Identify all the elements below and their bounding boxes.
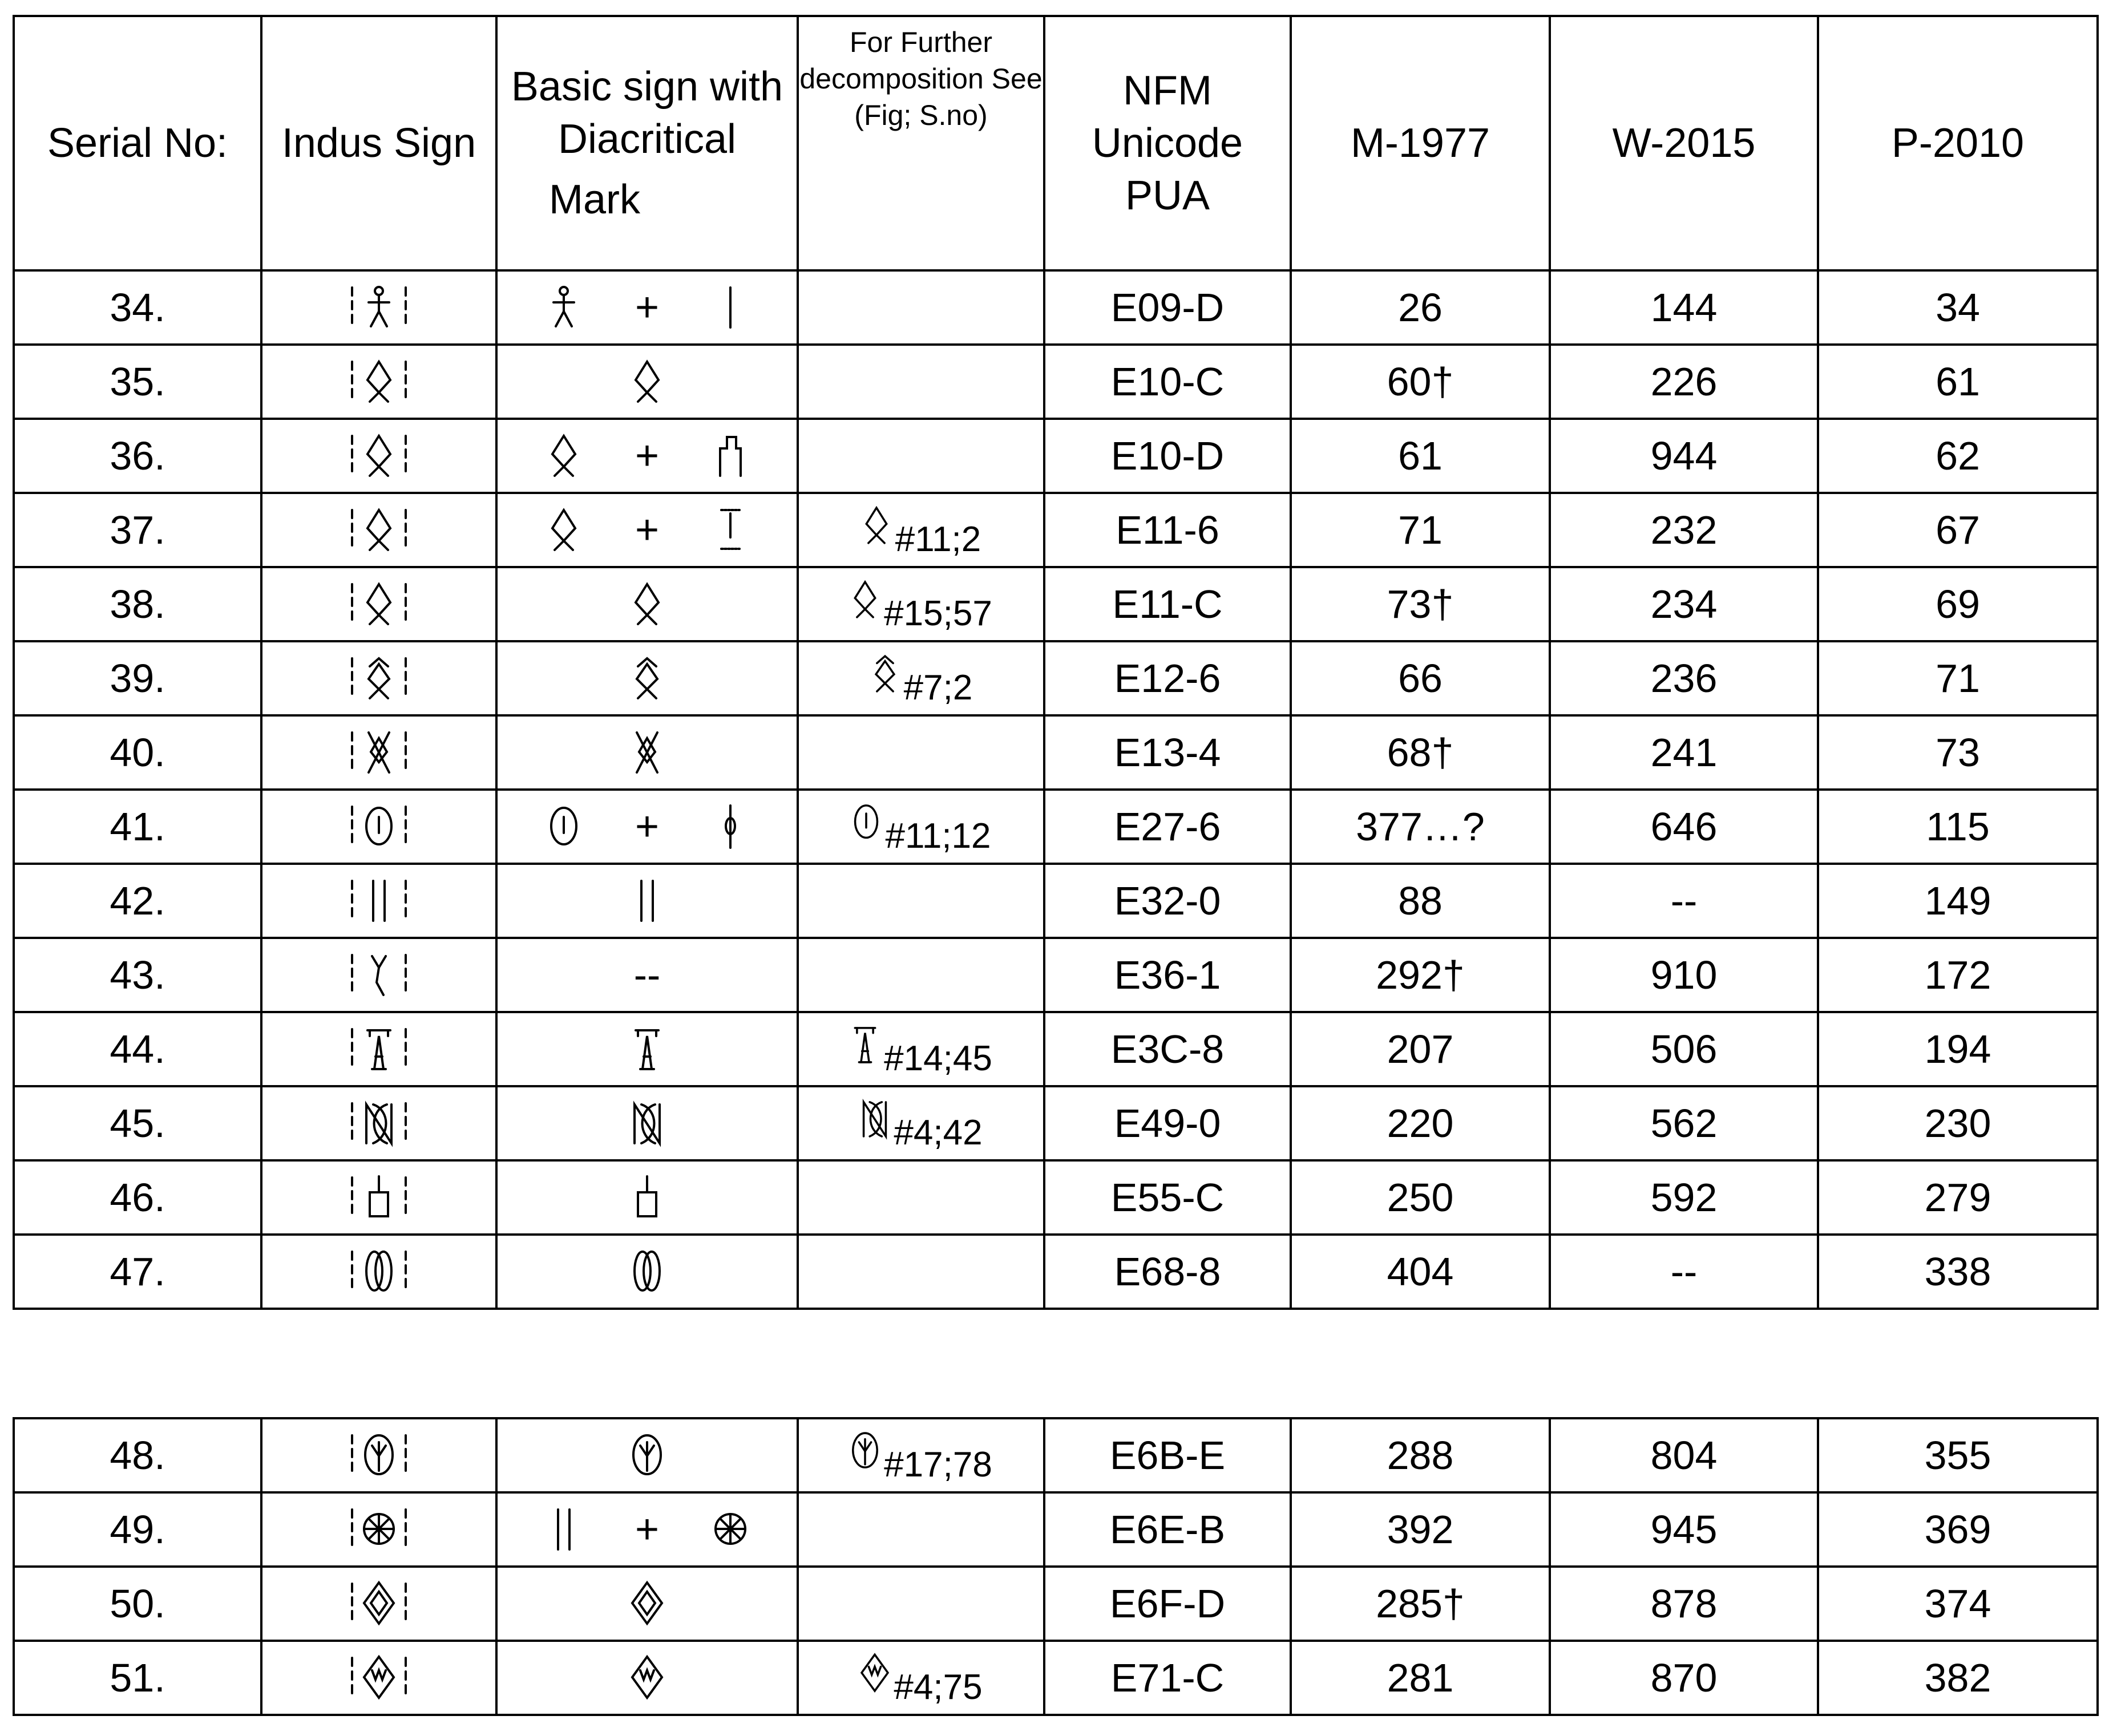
serial-cell: 37.: [14, 493, 261, 567]
w2015-cell: 878: [1550, 1567, 1818, 1641]
nfm-pua-cell: E13-4: [1044, 715, 1291, 790]
indus-sign-cell: [261, 938, 496, 1012]
fish-sign-indus-icon: [348, 356, 410, 407]
m1977-cell: 250: [1291, 1160, 1550, 1235]
table-row: [14, 641, 2098, 715]
double-stroke-icon: [547, 1505, 581, 1554]
tower-sign-icon: [630, 1025, 664, 1074]
nfm-pua-cell: E6F-D: [1044, 1567, 1291, 1641]
man-sign-icon: [547, 283, 581, 332]
p2010-cell: 67: [1818, 493, 2098, 567]
further-cell: [798, 493, 1044, 567]
table-body-2: [14, 1418, 2098, 1715]
nfm-pua-cell: E36-1: [1044, 938, 1291, 1012]
wheel-sign-indus-icon: [348, 1504, 410, 1555]
serial-cell: 40.: [14, 715, 261, 790]
table-body-1: [14, 270, 2098, 1309]
m1977-cell: 73†: [1291, 567, 1550, 641]
further-cell: [798, 1086, 1044, 1160]
fish-roof-sign-indus-icon: [348, 653, 410, 704]
crossed-sign-icon: [630, 1099, 664, 1148]
diamond-v-sign-indus-icon: [348, 1652, 410, 1703]
diamond-sign-indus-icon: [348, 1578, 410, 1629]
table-row: [14, 790, 2098, 864]
table-row: [14, 1160, 2098, 1235]
m1977-cell: 207: [1291, 1012, 1550, 1086]
serial-cell: 38.: [14, 567, 261, 641]
fish-sign-icon: [547, 505, 581, 555]
p2010-cell: 71: [1818, 641, 2098, 715]
w2015-cell: 241: [1550, 715, 1818, 790]
basic-sign-cell: [496, 790, 798, 864]
p2010-cell: 69: [1818, 567, 2098, 641]
indus-sign-cell: [261, 641, 496, 715]
diamond-v-sign-icon: [630, 1653, 664, 1702]
table-row: [14, 1492, 2098, 1567]
oval-sign-icon: [547, 802, 581, 851]
header-row: [14, 16, 2098, 270]
indus-sign-cell: [261, 419, 496, 493]
fish-sign-indus-icon: [348, 430, 410, 481]
table-row: [14, 270, 2098, 345]
further-ref: #4;75: [894, 1668, 983, 1707]
w2015-cell: 226: [1550, 345, 1818, 419]
m1977-cell: 68†: [1291, 715, 1550, 790]
fish-sign-icon: [547, 431, 581, 480]
indus-sign-cell: [261, 1086, 496, 1160]
serial-cell: 45.: [14, 1086, 261, 1160]
m1977-cell: 60†: [1291, 345, 1550, 419]
table-row: [14, 419, 2098, 493]
dotted-stroke-icon: [713, 505, 748, 555]
m1977-cell: 220: [1291, 1086, 1550, 1160]
nfm-pua-cell: E71-C: [1044, 1641, 1291, 1715]
further-ref: #4;42: [894, 1113, 983, 1152]
x-fish-sign-indus-icon: [348, 727, 410, 778]
double-oval-sign-icon: [630, 1247, 664, 1296]
crossed-sign-indus-icon: [348, 1098, 410, 1149]
nfm-pua-cell: E11-6: [1044, 493, 1291, 567]
header-further: For Further decomposition See (Fig; S.no): [798, 16, 1044, 270]
further-cell: [798, 1012, 1044, 1086]
serial-cell: 51.: [14, 1641, 261, 1715]
serial-cell: 35.: [14, 345, 261, 419]
m1977-cell: 377…?: [1291, 790, 1550, 864]
table-row: [14, 345, 2098, 419]
nfm-pua-cell: E27-6: [1044, 790, 1291, 864]
further-cell: [798, 1641, 1044, 1715]
stroke-icon: [713, 283, 748, 332]
nfm-pua-cell: E10-D: [1044, 419, 1291, 493]
further-ref: #7;2: [903, 668, 973, 707]
plus-sign: +: [635, 285, 660, 330]
p2010-cell: 194: [1818, 1012, 2098, 1086]
basic-sign-cell: [496, 1641, 798, 1715]
oval-sign-indus-icon: [348, 801, 410, 852]
indus-sign-cell: [261, 345, 496, 419]
basic-sign-cell: [496, 1567, 798, 1641]
sign-table-1: [13, 15, 2099, 1310]
further-cell: [798, 1567, 1044, 1641]
m1977-cell: 88: [1291, 864, 1550, 938]
basic-sign-cell: [496, 270, 798, 345]
w2015-cell: 870: [1550, 1641, 1818, 1715]
p2010-cell: 73: [1818, 715, 2098, 790]
basic-sign-cell: [496, 864, 798, 938]
table-row: [14, 567, 2098, 641]
w2015-cell: 804: [1550, 1418, 1818, 1492]
nfm-pua-cell: E32-0: [1044, 864, 1291, 938]
fish-sign-indus-icon: [348, 504, 410, 556]
m1977-cell: 71: [1291, 493, 1550, 567]
serial-cell: 41.: [14, 790, 261, 864]
oval-sign-icon: [851, 800, 882, 844]
m1977-cell: 392: [1291, 1492, 1550, 1567]
further-cell: [798, 1235, 1044, 1309]
crossed-sign-icon: [859, 1097, 890, 1140]
indus-sign-cell: [261, 1492, 496, 1567]
double-stroke-indus-icon: [348, 875, 410, 926]
further-ref: #14;45: [884, 1039, 992, 1078]
basic-sign-cell: [496, 345, 798, 419]
box-sign-icon: [630, 1173, 664, 1222]
arrow-stroke-icon: [713, 802, 748, 851]
basic-sign-cell: [496, 419, 798, 493]
w2015-cell: 144: [1550, 270, 1818, 345]
fish-sign-icon: [850, 578, 880, 621]
w2015-cell: 592: [1550, 1160, 1818, 1235]
w2015-cell: 910: [1550, 938, 1818, 1012]
further-ref: #17;78: [884, 1445, 992, 1484]
p2010-cell: 61: [1818, 345, 2098, 419]
further-cell: [798, 790, 1044, 864]
p2010-cell: 374: [1818, 1567, 2098, 1641]
fish-roof-sign-icon: [630, 654, 664, 703]
plus-sign: +: [635, 804, 660, 849]
nfm-pua-cell: E09-D: [1044, 270, 1291, 345]
further-ref: #11;2: [895, 520, 981, 559]
double-stroke-icon: [630, 876, 664, 925]
table-row: [14, 1086, 2098, 1160]
serial-cell: 34.: [14, 270, 261, 345]
nfm-pua-cell: E68-8: [1044, 1235, 1291, 1309]
m1977-cell: 285†: [1291, 1567, 1550, 1641]
diamond-v-sign-icon: [859, 1652, 890, 1695]
p2010-cell: 230: [1818, 1086, 2098, 1160]
nfm-pua-cell: E12-6: [1044, 641, 1291, 715]
p2010-cell: 115: [1818, 790, 2098, 864]
nfm-pua-cell: E6E-B: [1044, 1492, 1291, 1567]
p2010-cell: 382: [1818, 1641, 2098, 1715]
nfm-pua-cell: E10-C: [1044, 345, 1291, 419]
basic-sign-cell: [496, 493, 798, 567]
fish-sign-indus-icon: [348, 578, 410, 630]
p2010-cell: 34: [1818, 270, 2098, 345]
header-indus-sign: Indus Sign: [261, 16, 496, 270]
m1977-cell: 404: [1291, 1235, 1550, 1309]
nfm-pua-cell: E49-0: [1044, 1086, 1291, 1160]
indus-sign-cell: [261, 715, 496, 790]
serial-cell: 49.: [14, 1492, 261, 1567]
serial-cell: 47.: [14, 1235, 261, 1309]
p2010-cell: 149: [1818, 864, 2098, 938]
basic-sign-cell: [496, 1012, 798, 1086]
basic-sign-cell: [496, 567, 798, 641]
indus-sign-cell: [261, 1567, 496, 1641]
serial-cell: 43.: [14, 938, 261, 1012]
serial-cell: 44.: [14, 1012, 261, 1086]
further-cell: [798, 1160, 1044, 1235]
header-p2010: P-2010: [1818, 16, 2098, 270]
w2015-cell: 234: [1550, 567, 1818, 641]
table-row: [14, 1012, 2098, 1086]
p2010-cell: 369: [1818, 1492, 2098, 1567]
table-row: [14, 1235, 2098, 1309]
further-cell: [798, 1418, 1044, 1492]
leaf-sign-icon: [630, 1431, 664, 1480]
further-cell: [798, 715, 1044, 790]
nfm-pua-cell: E6B-E: [1044, 1418, 1291, 1492]
tower-sign-indus-icon: [348, 1023, 410, 1075]
basic-sign-cell: [496, 1492, 798, 1567]
branch-sign-indus-icon: [348, 949, 410, 1001]
indus-sign-cell: [261, 1160, 496, 1235]
nfm-pua-cell: E3C-8: [1044, 1012, 1291, 1086]
table-row: [14, 493, 2098, 567]
header-serial: Serial No:: [14, 16, 261, 270]
serial-cell: 50.: [14, 1567, 261, 1641]
header-m1977: M-1977: [1291, 16, 1550, 270]
further-cell: [798, 864, 1044, 938]
indus-sign-cell: [261, 567, 496, 641]
further-cell: [798, 1492, 1044, 1567]
diamond-sign-icon: [630, 1579, 664, 1628]
p2010-cell: 62: [1818, 419, 2098, 493]
p2010-cell: 172: [1818, 938, 2098, 1012]
wheel-sign-icon: [713, 1505, 748, 1554]
basic-sign-cell: [496, 1235, 798, 1309]
indus-sign-cell: [261, 864, 496, 938]
header-w2015: W-2015: [1550, 16, 1818, 270]
m1977-cell: 61: [1291, 419, 1550, 493]
w2015-cell: --: [1550, 864, 1818, 938]
w2015-cell: 232: [1550, 493, 1818, 567]
table-row: [14, 1567, 2098, 1641]
jar-sign-icon: [713, 431, 748, 480]
further-ref: #15;57: [884, 594, 992, 633]
fish-sign-icon: [630, 580, 664, 629]
further-cell: [798, 345, 1044, 419]
indus-sign-cell: [261, 1235, 496, 1309]
indus-sign-cell: [261, 493, 496, 567]
table-row: [14, 1418, 2098, 1492]
sign-table-2: [13, 1417, 2099, 1716]
indus-sign-cell: [261, 1418, 496, 1492]
indus-sign-cell: [261, 790, 496, 864]
further-cell: [798, 419, 1044, 493]
fish-roof-sign-icon: [870, 652, 900, 695]
man-sign-indus-icon: [348, 282, 410, 333]
w2015-cell: 236: [1550, 641, 1818, 715]
header-basic-mark: Mark: [549, 177, 640, 222]
basic-sign-cell: [496, 715, 798, 790]
fish-sign-icon: [630, 357, 664, 406]
table-row: [14, 715, 2098, 790]
header-nfm: NFM Unicode PUA: [1044, 16, 1291, 270]
indus-sign-cell: [261, 1641, 496, 1715]
serial-cell: 48.: [14, 1418, 261, 1492]
further-cell: [798, 270, 1044, 345]
header-basic-sign: [496, 16, 798, 270]
nfm-pua-cell: E55-C: [1044, 1160, 1291, 1235]
m1977-cell: 66: [1291, 641, 1550, 715]
further-cell: [798, 567, 1044, 641]
leaf-sign-indus-icon: [348, 1430, 410, 1481]
basic-sign-cell: --: [496, 938, 798, 1012]
leaf-sign-icon: [850, 1429, 880, 1472]
plus-sign: +: [635, 1507, 660, 1552]
p2010-cell: 279: [1818, 1160, 2098, 1235]
table-row: [14, 864, 2098, 938]
plus-sign: +: [635, 507, 660, 553]
m1977-cell: 292†: [1291, 938, 1550, 1012]
serial-cell: 39.: [14, 641, 261, 715]
serial-cell: 36.: [14, 419, 261, 493]
header-basic-label: Basic sign with Diacritical: [511, 64, 783, 162]
p2010-cell: 355: [1818, 1418, 2098, 1492]
w2015-cell: --: [1550, 1235, 1818, 1309]
further-cell: [798, 938, 1044, 1012]
further-cell: [798, 641, 1044, 715]
w2015-cell: 562: [1550, 1086, 1818, 1160]
basic-sign-cell: [496, 1086, 798, 1160]
w2015-cell: 506: [1550, 1012, 1818, 1086]
further-ref: #11;12: [885, 816, 991, 856]
table-row: [14, 1641, 2098, 1715]
box-sign-indus-icon: [348, 1172, 410, 1223]
x-fish-sign-icon: [630, 728, 664, 777]
m1977-cell: 26: [1291, 270, 1550, 345]
nfm-pua-cell: E11-C: [1044, 567, 1291, 641]
fish-sign-icon: [861, 504, 892, 547]
m1977-cell: 288: [1291, 1418, 1550, 1492]
m1977-cell: 281: [1291, 1641, 1550, 1715]
w2015-cell: 944: [1550, 419, 1818, 493]
indus-sign-cell: [261, 270, 496, 345]
plus-sign: +: [635, 433, 660, 479]
serial-cell: 46.: [14, 1160, 261, 1235]
serial-cell: 42.: [14, 864, 261, 938]
indus-sign-cell: [261, 1012, 496, 1086]
table-row: [14, 938, 2098, 1012]
basic-sign-cell: [496, 641, 798, 715]
w2015-cell: 646: [1550, 790, 1818, 864]
p2010-cell: 338: [1818, 1235, 2098, 1309]
basic-sign-cell: [496, 1160, 798, 1235]
basic-sign-cell: [496, 1418, 798, 1492]
tower-sign-icon: [850, 1023, 880, 1066]
w2015-cell: 945: [1550, 1492, 1818, 1567]
double-oval-sign-indus-icon: [348, 1246, 410, 1297]
